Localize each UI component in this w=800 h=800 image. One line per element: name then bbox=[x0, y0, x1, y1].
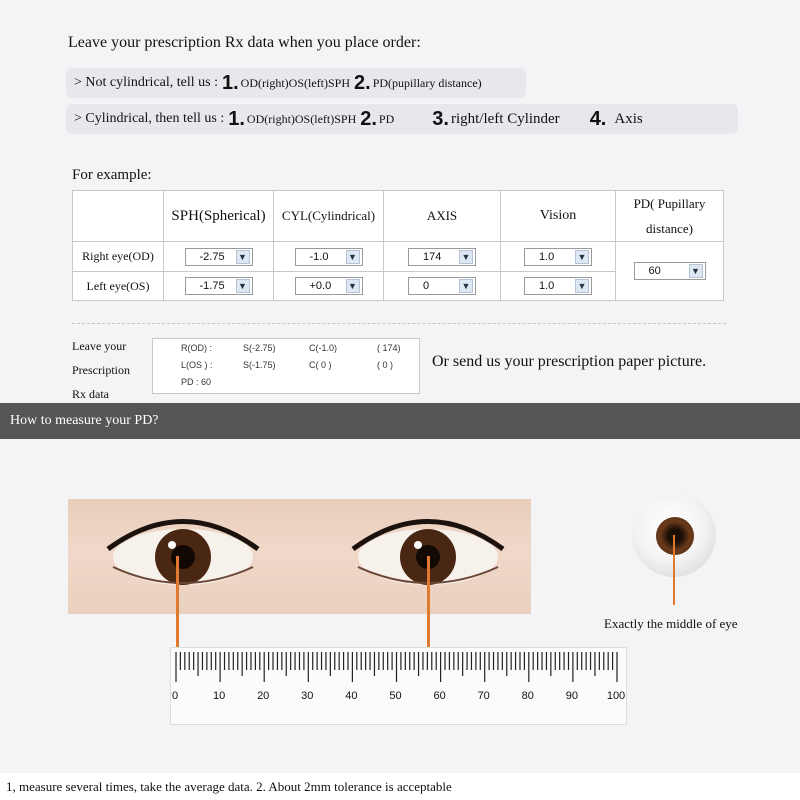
not-cylindrical-lead: > Not cylindrical, tell us : bbox=[74, 75, 218, 90]
chevron-down-icon: ▼ bbox=[575, 250, 589, 264]
rx-label-line: Rx data bbox=[72, 387, 109, 401]
ruler-ticks bbox=[171, 648, 628, 726]
header-sph: SPH(Spherical) bbox=[164, 191, 274, 242]
header-vision: Vision bbox=[501, 191, 616, 242]
axis-select-right[interactable]: 174 ▼ bbox=[408, 248, 476, 266]
step-number: 2. bbox=[360, 107, 377, 130]
rx-pd: PD : 60 bbox=[181, 377, 212, 387]
cyl-select-right[interactable]: -1.0 ▼ bbox=[295, 248, 363, 266]
header-pd: PD( Pupillary distance) bbox=[616, 191, 724, 242]
ruler-label: 100 bbox=[606, 690, 626, 702]
rx-label-line: Leave your bbox=[72, 339, 127, 353]
eye-center-caption: Exactly the middle of eye bbox=[604, 616, 738, 631]
eyes-illustration bbox=[68, 499, 531, 614]
step-number: 1. bbox=[228, 107, 245, 130]
chevron-down-icon: ▼ bbox=[236, 279, 250, 293]
rx-os-axis: ( 0 ) bbox=[377, 360, 394, 370]
table-corner bbox=[73, 191, 164, 242]
rx-os-sph: S(-1.75) bbox=[243, 360, 276, 370]
step-number: 1. bbox=[221, 71, 239, 94]
row-label: Right eye(OD) bbox=[73, 242, 164, 272]
rx-os-cyl: C( 0 ) bbox=[309, 360, 332, 370]
rx-od-axis: ( 174) bbox=[377, 343, 401, 353]
cylindrical-row bbox=[66, 104, 738, 134]
ruler-label: 30 bbox=[301, 690, 314, 702]
eye-center-pointer bbox=[673, 535, 675, 605]
pd-select[interactable]: 60 ▼ bbox=[634, 262, 706, 280]
step-text: OD(right)OS(left)SPH bbox=[240, 75, 350, 90]
header-axis: AXIS bbox=[384, 191, 501, 242]
step-number: 3. bbox=[432, 107, 449, 130]
intro-text: Leave your prescription Rx data when you place order: bbox=[68, 34, 421, 51]
rx-textarea[interactable] bbox=[152, 338, 420, 394]
chevron-down-icon: ▼ bbox=[575, 279, 589, 293]
step-number: 4. bbox=[589, 107, 607, 130]
ruler-label: 70 bbox=[477, 690, 490, 702]
chevron-down-icon: ▼ bbox=[459, 250, 473, 264]
rx-od-cyl: C(-1.0) bbox=[309, 343, 338, 353]
eyes-photo bbox=[68, 499, 531, 614]
header-cyl: CYL(Cylindrical) bbox=[274, 191, 384, 242]
measurement-note: 1, measure several times, take the average data. 2. About 2mm tolerance is acceptable bbox=[6, 779, 452, 794]
step-text: Axis bbox=[614, 110, 643, 127]
rx-label-line: Prescription bbox=[72, 363, 130, 377]
step-text: OD(right)OS(left)SPH bbox=[246, 111, 357, 126]
rx-od-eye: R(OD) : bbox=[181, 343, 212, 353]
chevron-down-icon: ▼ bbox=[236, 250, 250, 264]
cyl-select-left[interactable]: +0.0 ▼ bbox=[295, 277, 363, 295]
step-text: PD bbox=[378, 111, 395, 126]
not-cylindrical-row bbox=[66, 68, 526, 98]
chevron-down-icon: ▼ bbox=[689, 264, 703, 278]
section-header-band bbox=[0, 403, 800, 439]
ruler-label: 80 bbox=[521, 690, 534, 702]
step-text: PD(pupillary distance) bbox=[372, 75, 482, 90]
chevron-down-icon: ▼ bbox=[459, 279, 473, 293]
iris-illustration bbox=[656, 517, 694, 555]
chevron-down-icon: ▼ bbox=[346, 279, 360, 293]
dashed-divider bbox=[72, 323, 726, 324]
ruler-label: 10 bbox=[212, 690, 226, 702]
axis-select-left[interactable]: 0 ▼ bbox=[408, 277, 476, 295]
prescription-table bbox=[72, 190, 724, 301]
ruler-label: 50 bbox=[389, 690, 402, 702]
ruler-label: 0 bbox=[171, 690, 179, 702]
rx-od-sph: S(-2.75) bbox=[243, 343, 276, 353]
ruler-label: 40 bbox=[345, 690, 358, 702]
right-pupil-pointer bbox=[427, 556, 430, 654]
row-label: Left eye(OS) bbox=[73, 272, 164, 301]
step-text: right/left Cylinder bbox=[450, 110, 560, 127]
chevron-down-icon: ▼ bbox=[346, 250, 360, 264]
table-row bbox=[73, 242, 724, 272]
ruler-label: 90 bbox=[565, 690, 579, 702]
cylindrical-lead: > Cylindrical, then tell us : bbox=[74, 111, 225, 126]
sph-select-right[interactable]: -2.75 ▼ bbox=[185, 248, 253, 266]
ruler-label: 20 bbox=[257, 690, 270, 702]
sph-select-left[interactable]: -1.75 ▼ bbox=[185, 277, 253, 295]
send-picture-text: Or send us your prescription paper picture. bbox=[432, 353, 707, 370]
vision-select-left[interactable]: 1.0 ▼ bbox=[524, 277, 592, 295]
pd-ruler bbox=[170, 647, 627, 725]
section-title: How to measure your PD? bbox=[10, 413, 159, 428]
rx-label bbox=[72, 334, 130, 406]
step-number: 2. bbox=[354, 71, 371, 94]
rx-os-eye: L(OS ) : bbox=[181, 360, 213, 370]
left-pupil-pointer bbox=[176, 556, 179, 654]
ruler-label: 60 bbox=[433, 690, 446, 702]
vision-select-right[interactable]: 1.0 ▼ bbox=[524, 248, 592, 266]
example-label: For example: bbox=[72, 167, 152, 183]
